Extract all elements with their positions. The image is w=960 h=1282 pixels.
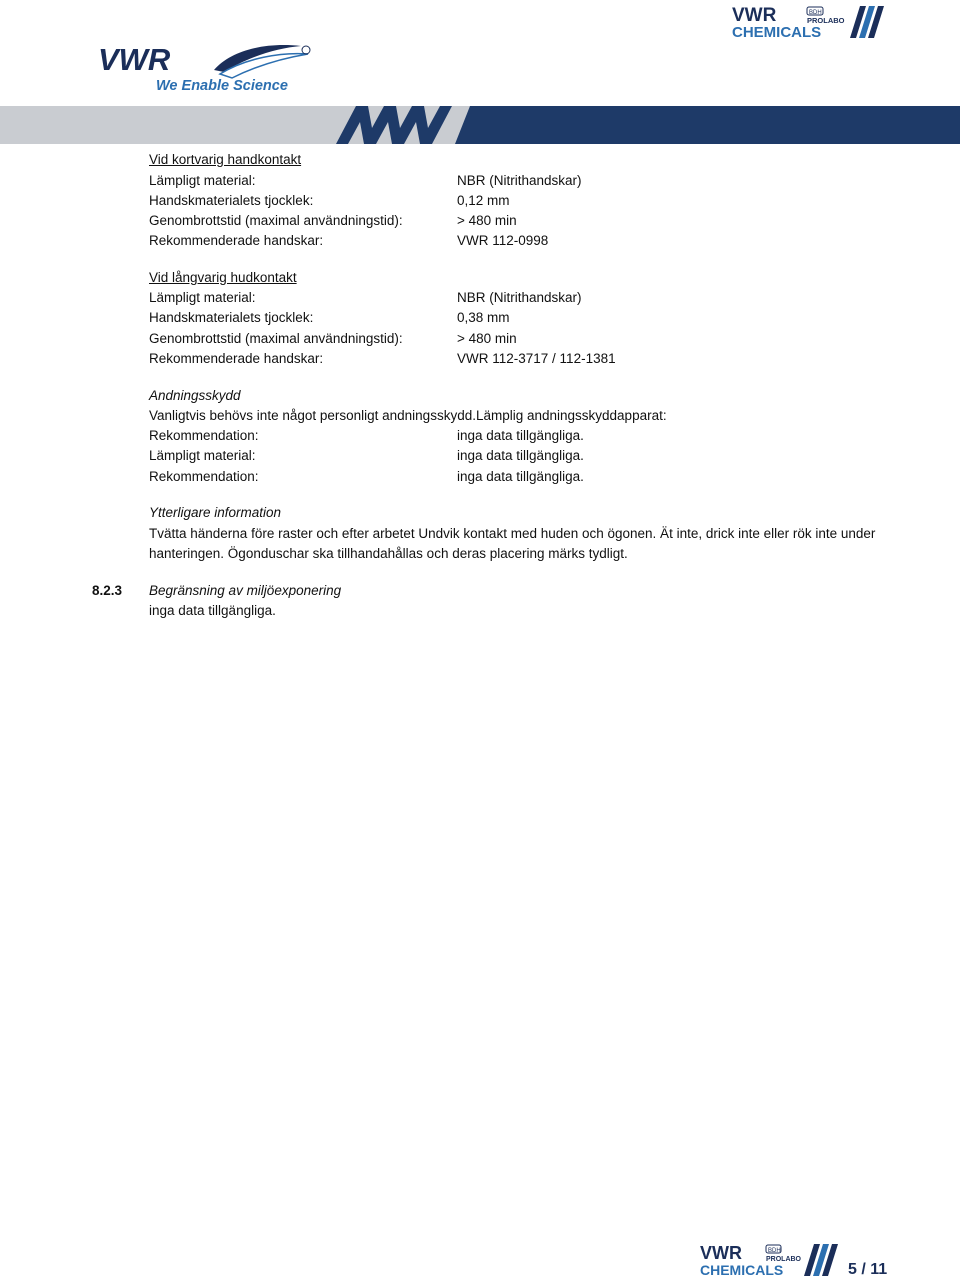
respiratory-row-recommendation-2: Rekommendation: inga data tillgängliga. (149, 469, 584, 484)
vwr-chemicals-logo (732, 4, 892, 40)
long-contact-heading: Vid långvarig hudkontakt (149, 270, 297, 285)
page-number: 5 / 11 (848, 1261, 888, 1278)
short-row-thickness: Handskmaterialets tjocklek: 0,12 mm (149, 193, 510, 208)
additional-line-1: Tvätta händerna före raster och efter arbetet Undvik kontakt med huden och ögonen. Ät inte, drick inte eller rök inte under (149, 526, 876, 541)
svg-text:PROLABO: PROLABO (807, 16, 845, 25)
svg-text:PROLABO: PROLABO (766, 1256, 801, 1263)
vwr-logo-text: VWR (98, 42, 171, 77)
footer-vwr-chemicals-logo (700, 1242, 844, 1278)
registered-icon (302, 46, 310, 54)
svg-text:CHEMICALS: CHEMICALS (732, 24, 822, 40)
svg-text:CHEMICALS: CHEMICALS (700, 1262, 784, 1278)
vwr-tagline: We Enable Science (156, 78, 288, 94)
short-row-gloves: Rekommenderade handskar: VWR 112-0998 (149, 233, 549, 248)
header-banner (0, 106, 960, 144)
short-contact-heading: Vid kortvarig handkontakt (149, 152, 302, 167)
long-row-gloves: Rekommenderade handskar: VWR 112-3717 / 112-1381 (149, 351, 616, 366)
short-row-material: Lämpligt material: NBR (Nitrithandskar) (149, 173, 582, 188)
long-row-material: Lämpligt material: NBR (Nitrithandskar) (149, 290, 582, 305)
long-row-thickness: Handskmaterialets tjocklek: 0,38 mm (149, 310, 510, 325)
section-heading: Begränsning av miljöexponering (149, 583, 342, 598)
vwr-logo (96, 40, 316, 96)
svg-text:VWR: VWR (732, 5, 777, 26)
additional-line-2: hanteringen. Ögonduschar ska tillhandahållas och deras placering märks tydligt. (149, 546, 628, 561)
section-number: 8.2.3 (92, 583, 123, 598)
svg-text:BDH: BDH (809, 10, 822, 16)
svg-text:VWR: VWR (700, 1243, 742, 1263)
short-row-breakthrough: Genombrottstid (maximal användningstid): > 480 min (149, 213, 517, 228)
svg-text:BDH: BDH (768, 1248, 781, 1254)
respiratory-text: Vanligtvis behövs inte något personligt andningsskydd.Lämplig andningsskyddapparat: (149, 408, 667, 423)
respiratory-row-material: Lämpligt material: inga data tillgängliga. (149, 448, 584, 463)
respiratory-row-recommendation: Rekommendation: inga data tillgängliga. (149, 428, 584, 443)
long-row-breakthrough: Genombrottstid (maximal användningstid): > 480 min (149, 331, 517, 346)
section-text: inga data tillgängliga. (149, 603, 276, 618)
respiratory-heading: Andningsskydd (149, 388, 241, 403)
additional-heading: Ytterligare information (149, 505, 282, 520)
